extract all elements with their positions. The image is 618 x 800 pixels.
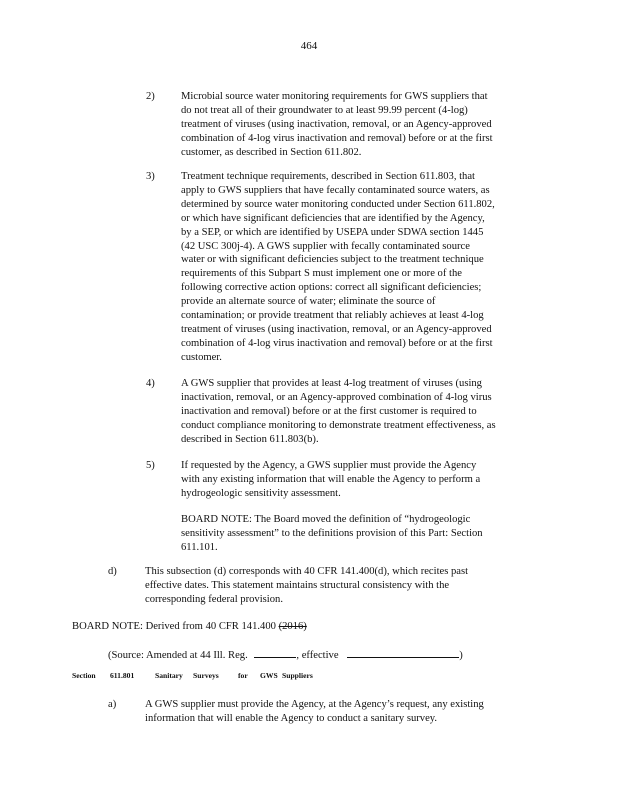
subsection-a-text <box>145 698 520 726</box>
text-line: A GWS supplier that provides at least 4-log treatment of viruses (using <box>181 378 482 389</box>
text-line: corresponding federal provision. <box>145 593 283 605</box>
text-line: described in Section 611.803(b). <box>181 433 319 445</box>
effective-date-blank <box>347 646 459 658</box>
item-number-4: 4) <box>146 378 155 389</box>
heading-word: for <box>238 671 248 680</box>
heading-word: GWS <box>260 671 278 680</box>
text-line: determined by source water monitoring conducted under Section 611.802, <box>181 198 495 210</box>
text-line: combination of 4-log virus inactivation and removal) before or at the first <box>181 132 493 144</box>
text-line: requirements of this Subpart S must implement one or more of the <box>181 268 462 280</box>
board-note-text: BOARD NOTE: Derived from 40 CFR 141.400 <box>72 621 276 632</box>
heading-word: Sanitary <box>155 671 183 680</box>
text-line: provide an alternate source of water; eliminate the source of <box>181 296 436 308</box>
text-line: inactivation and removal) before or at the first customer is required to <box>181 405 477 417</box>
text-line: This subsection (d) corresponds with 40 CFR 141.400(d), which recites past <box>145 566 469 577</box>
text-line: (42 USC 300j-4). A GWS supplier with fecally contaminated source <box>181 240 470 252</box>
text-line: treatment of viruses (using inactivation, removal, or an Agency-approved <box>181 323 492 335</box>
item-number-2: 2) <box>146 91 155 102</box>
heading-word: Suppliers <box>282 671 313 680</box>
item-number-5: 5) <box>146 460 155 471</box>
source-effective: , effective <box>296 650 339 661</box>
source-line <box>108 646 463 663</box>
source-close: ) <box>459 650 463 661</box>
section-number: 611.801 <box>110 671 135 680</box>
section-heading <box>72 669 313 683</box>
text-line: by a SEP, or which are identified by USEPA under SDWA section 1445 <box>181 226 484 238</box>
text-line: conduct compliance monitoring to demonstrate treatment effectiveness, as <box>181 419 496 431</box>
text-line: If requested by the Agency, a GWS supplier must provide the Agency <box>181 460 477 471</box>
text-line: 611.101. <box>181 541 218 553</box>
source-text: (Source: Amended at 44 Ill. Reg. <box>108 650 248 661</box>
text-line: combination of 4-log virus inactivation and removal) before or at the first <box>181 337 493 349</box>
section-word: Section <box>72 671 96 680</box>
text-line: contamination; or provide treatment that reliably achieves at least 4-log <box>181 310 484 322</box>
text-line: apply to GWS suppliers that have fecally contaminated source waters, as <box>181 184 490 196</box>
text-line: with any existing information that will enable the Agency to perform a <box>181 473 481 485</box>
text-line: inactivation, removal, or an Agency-approved combination of 4-log virus <box>181 391 492 403</box>
page-number: 464 <box>300 40 318 52</box>
text-line: treatment of viruses (using inactivation, removal, or an Agency-approved <box>181 118 492 130</box>
board-note-struck-year: (2016) <box>278 621 307 632</box>
subsection-d-label: d) <box>108 566 117 577</box>
text-line: Microbial source water monitoring requirements for GWS suppliers that <box>181 91 488 102</box>
item-3-text <box>181 170 534 365</box>
text-line: water or with significant deficiencies subject to the treatment technique <box>181 254 484 266</box>
text-line: BOARD NOTE: The Board moved the definition of “hydrogeologic <box>181 514 471 525</box>
item-5-text <box>181 459 534 501</box>
text-line: customer. <box>181 351 222 363</box>
text-line: Treatment technique requirements, described in Section 611.803, that <box>181 171 476 182</box>
text-line: or which have significant deficiencies that are identified by the Agency, <box>181 212 485 224</box>
text-line: hydrogeologic sensitivity assessment. <box>181 487 341 499</box>
board-note <box>72 620 307 634</box>
subsection-a-label: a) <box>108 699 117 710</box>
text-line: do not treat all of their groundwater to at least 99.99 percent (4-log) <box>181 104 468 116</box>
text-line: information that will enable the Agency to conduct a sanitary survey. <box>145 712 438 724</box>
item-number-3: 3) <box>146 171 155 182</box>
register-blank <box>254 646 296 658</box>
text-line: effective dates. This statement maintains structural consistency with the <box>145 579 450 591</box>
item-4-text <box>181 377 534 447</box>
heading-word: Surveys <box>193 671 219 680</box>
subsection-d-text <box>145 565 500 607</box>
item-2-text <box>181 90 534 160</box>
text-line: A GWS supplier must provide the Agency, at the Agency’s request, any existing <box>145 699 484 710</box>
text-line: customer, as described in Section 611.802. <box>181 146 362 158</box>
text-line: sensitivity assessment” to the definitions provision of this Part: Section <box>181 527 483 539</box>
item-5-board-note <box>181 513 534 555</box>
text-line: following corrective action options: correct all significant deficiencies; <box>181 282 482 294</box>
